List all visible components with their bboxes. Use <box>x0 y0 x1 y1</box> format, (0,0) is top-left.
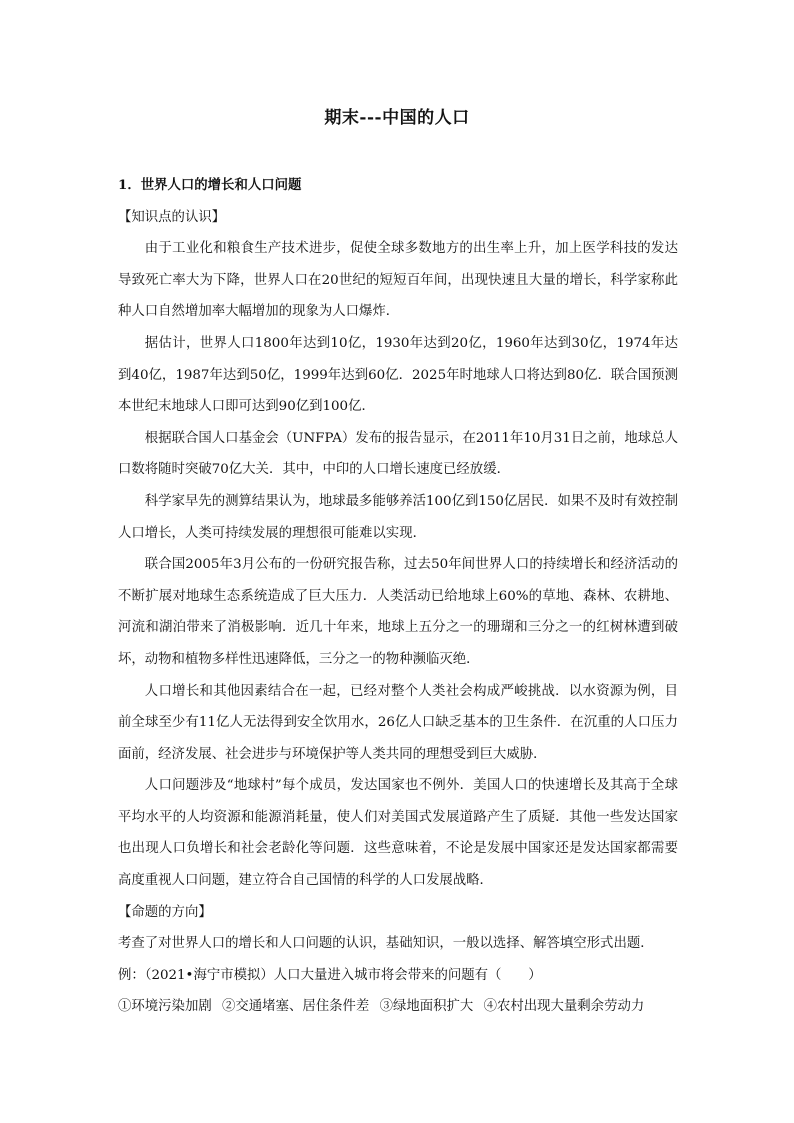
paragraph: 人口增长和其他因素结合在一起，已经对整个人类社会构成严峻挑战．以水资源为例，目前全球至少有11亿人无法得到安全饮用水，26亿人口缺乏基本的卫生条件．在沉重的人口压力面前，经济发展、社会进步与环境保护等人类共同的理想受到巨大威胁． <box>118 683 678 762</box>
document-body <box>118 170 678 1023</box>
example-question: 例：（2021•海宁市模拟）人口大量进入城市将会带来的问题有（ ） <box>118 967 542 983</box>
section-heading: 1．世界人口的增长和人口问题 <box>118 177 302 193</box>
direction-text: 考查了对世界人口的增长和人口问题的认识，基础知识，一般以选择、解答填空形式出题． <box>118 936 654 952</box>
paragraph: 根据联合国人口基金会（UNFPA）发布的报告显示，在2011年10月31日之前，地球总人口数将随时突破70亿大关．其中，中印的人口增长速度已经放缓． <box>118 430 678 478</box>
option-4: ④农村出现大量剩余劳动力 <box>483 999 645 1015</box>
knowledge-label: 【知识点的认识】 <box>118 209 226 225</box>
answer-options <box>118 991 678 1023</box>
option-3: ③绿地面积扩大 <box>379 999 474 1015</box>
direction-label: 【命题的方向】 <box>118 904 212 920</box>
option-1: ①环境污染加剧 <box>118 999 212 1015</box>
paragraph: 联合国2005年3月公布的一份研究报告称，过去50年间世界人口的持续增长和经济活动的不断扩展对地球生态系统造成了巨大压力．人类活动已给地球上60%的草地、森林、农耕地、河流和湖泊带来了消极影响．近几十年来，地球上五分之一的珊瑚和三分之一的红树林遭到破坏，动物和植物多样性迅速降低，三分之一的物种濒临灭绝． <box>118 557 678 667</box>
paragraph: 人口问题涉及“地球村”每个成员，发达国家也不例外．美国人口的快速增长及其高于全球平均水平的人均资源和能源消耗量，使人们对美国式发展道路产生了质疑．其他一些发达国家也出现人口负增长和社会老龄化等问题．这些意味着，不论是发展中国家还是发达国家都需要高度重视人口问题，建立符合自己国情的科学的人口发展战略． <box>118 778 678 889</box>
paragraph: 据估计，世界人口1800年达到10亿，1930年达到20亿，1960年达到30亿，1974年达到40亿，1987年达到50亿，1999年达到60亿．2025年时地球人口将达到80亿．联合国预测本世纪末地球人口即可达到90亿到100亿． <box>118 335 678 415</box>
option-2: ②交通堵塞、居住条件差 <box>222 999 370 1015</box>
paragraph: 科学家早先的测算结果认为，地球最多能够养活100亿到150亿居民．如果不及时有效控制人口增长，人类可持续发展的理想很可能难以实现． <box>118 493 678 541</box>
page-title: 期末---中国的人口 <box>324 108 470 128</box>
paragraph: 由于工业化和粮食生产技术进步，促使全球多数地方的出生率上升，加上医学科技的发达导致死亡率大为下降，世界人口在20世纪的短短百年间，出现快速且大量的增长，科学家称此种人口自然增加率大幅增加的现象为人口爆炸． <box>118 241 678 320</box>
